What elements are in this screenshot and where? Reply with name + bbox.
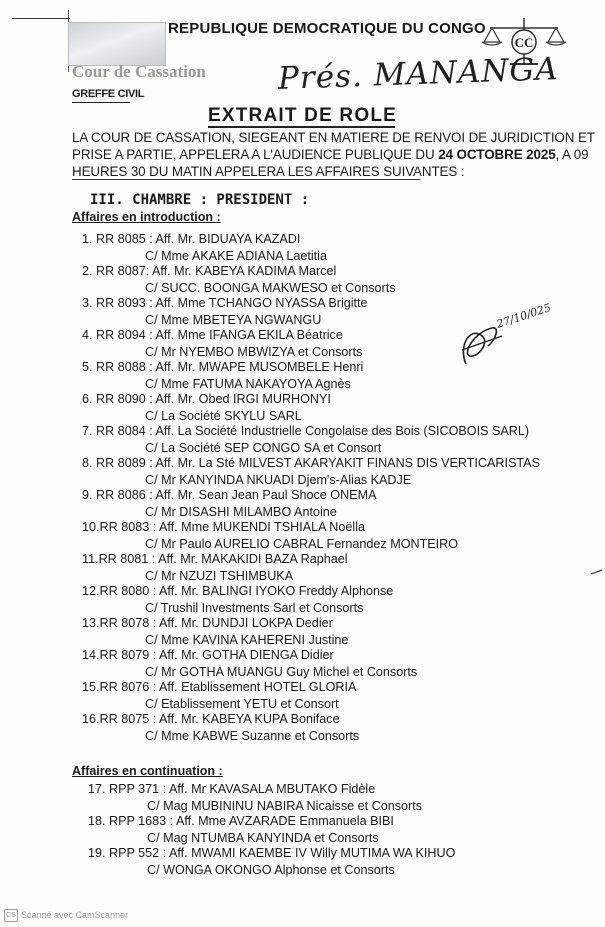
case-opponent: C/ La Société SKYLU SARL: [145, 409, 302, 423]
case-opponent: C/ Etablissement YETU et Consort: [145, 697, 339, 711]
scanner-footer: [4, 909, 128, 922]
office-name: GREFFE CIVIL: [72, 88, 145, 100]
case-opponent: C/ Mme MBETEYA NGWANGU: [145, 313, 322, 327]
case-parties: 13.RR 8078 : Aff. Mr. DUNDJI LOKPA Dedier: [82, 616, 333, 630]
case-opponent: C/ Mr Paulo AURELIO CABRAL Fernandez MONTEIRO: [145, 537, 459, 551]
case-opponent: C/ WONGA OKONGO Alphonse et Consorts: [147, 863, 395, 877]
case-parties: 17. RPP 371 : Aff. Mr KAVASALA MBUTAKO Fidèle: [88, 782, 376, 796]
signature-date: 27/10/025: [494, 301, 553, 331]
document-title: EXTRAIT DE ROLE: [208, 105, 398, 126]
case-parties: 14.RR 8079 : Aff. Mr. GOTHA DIENGA Didier: [82, 648, 334, 662]
case-parties: 15.RR 8076 : Aff. Etablissement HOTEL GLORIA: [82, 680, 357, 694]
case-parties: 19. RPP 552 : Aff. MWAMI KAEMBE IV Willy MUTIMA WA KIHUO: [88, 846, 456, 860]
case-parties: 10.RR 8083 : Aff. Mme MUKENDI TSHIALA Noëlla: [82, 520, 366, 534]
camscanner-icon: CS: [4, 909, 18, 922]
case-parties: 1. RR 8085 : Aff. Mr. BIDUAYA KAZADI: [82, 232, 301, 246]
handwritten-note: Prés. MANANGA: [277, 51, 560, 97]
country-heading: REPUBLIQUE DEMOCRATIQUE DU CONGO: [168, 20, 486, 37]
intro-line-2-suffix: , A 09: [555, 147, 589, 162]
intro-line-1: LA COUR DE CASSATION, SIEGEANT EN MATIERE DE RENVOI DE JURIDICTION ET: [72, 130, 595, 145]
section-introduction: Affaires en introduction :: [72, 210, 221, 224]
case-opponent: C/ La Société SEP CONGO SA et Consort: [145, 441, 382, 455]
chamber-heading: III. CHAMBRE : PRESIDENT :: [90, 192, 310, 208]
case-parties: 8. RR 8089 : Aff. Mr. La Sté MILVEST AKARYAKIT FINANS DIS VERTICARISTAS: [82, 456, 540, 470]
case-opponent: C/ Mr NYEMBO MBWIZYA et Consorts: [145, 345, 363, 359]
case-parties: 18. RPP 1683 : Aff. Mme AVZARADE Emmanuela BIBI: [88, 814, 394, 828]
case-parties: 3. RR 8093 : Aff. Mme TCHANGO NYASSA Brigitte: [82, 296, 368, 310]
case-parties: 11.RR 8081 : Aff. Mr. MAKAKIDI BAZA Raphael: [82, 552, 348, 566]
case-opponent: C/ Mr DISASHI MILAMBO Antoine: [145, 505, 337, 519]
case-parties: 6. RR 8090 : Aff. Mr. Obed IRGI MURHONYI: [82, 392, 331, 406]
footer-text: Scanné avec CamScanner: [21, 909, 129, 920]
case-parties: 7. RR 8084 : Aff. La Société Industrielle Congolaise des Bois (SICOBOIS SARL): [82, 424, 530, 438]
intro-line-2-prefix: PRISE A PARTIE, APPELERA A L'AUDIENCE PUBLIQUE DU: [72, 147, 439, 162]
intro-line-3: HEURES 30 DU MATIN APPELERA LES AFFAIRES SUIVANTES :: [72, 164, 465, 179]
case-opponent: C/ Mme KAVINA KAHERENI Justine: [145, 633, 349, 647]
court-name: Cour de Cassation: [72, 62, 206, 81]
case-opponent: C/ Mag NTUMBA KANYINDA et Consorts: [147, 831, 379, 845]
section-continuation: Affaires en continuation :: [72, 764, 223, 778]
case-opponent: C/ Mme KABWE Suzanne et Consorts: [145, 729, 360, 743]
seal-letters: CC: [514, 35, 534, 50]
hearing-date: 24 OCTOBRE 2025: [438, 147, 556, 162]
case-opponent: C/ Mme FATUMA NAKAYOYA Agnès: [145, 377, 351, 391]
case-parties: 9. RR 8086 : Aff. Mr. Sean Jean Paul Shoce ONEMA: [82, 488, 377, 502]
case-opponent: C/ Mme AKAKE ADIANA Laetitia: [145, 249, 327, 263]
case-opponent: C/ Mag MUBININU NABIRA Nicaisse et Consorts: [147, 799, 423, 813]
case-opponent: C/ SUCC. BOONGA MAKWESO et Consorts: [145, 281, 396, 295]
case-parties: 4. RR 8094 : Aff. Mme IFANGA EKILA Béatrice: [82, 328, 343, 342]
case-opponent: C/ Mr NZUZI TSHIMBUKA: [145, 569, 294, 583]
case-parties: 2. RR 8087: Aff. Mr. KABEYA KADIMA Marcel: [82, 264, 337, 278]
case-opponent: C/ Mr KANYINDA NKUADI Djem's-Alias KADJE: [145, 473, 412, 487]
case-opponent: C/ Trushil Investments Sarl et Consorts: [145, 601, 364, 615]
case-opponent: C/ Mr GOTHA MUANGU Guy Michel et Consorts: [145, 665, 418, 679]
case-parties: 5. RR 8088 : Aff. Mr. MWAPE MUSOMBELE Henri: [82, 360, 364, 374]
case-parties: 16.RR 8075 : Aff. Mr. KABEYA KUPA Boniface: [82, 712, 340, 726]
case-parties: 12.RR 8080 : Aff. Mr. BALINGI IYOKO Freddy Alphonse: [82, 584, 394, 598]
